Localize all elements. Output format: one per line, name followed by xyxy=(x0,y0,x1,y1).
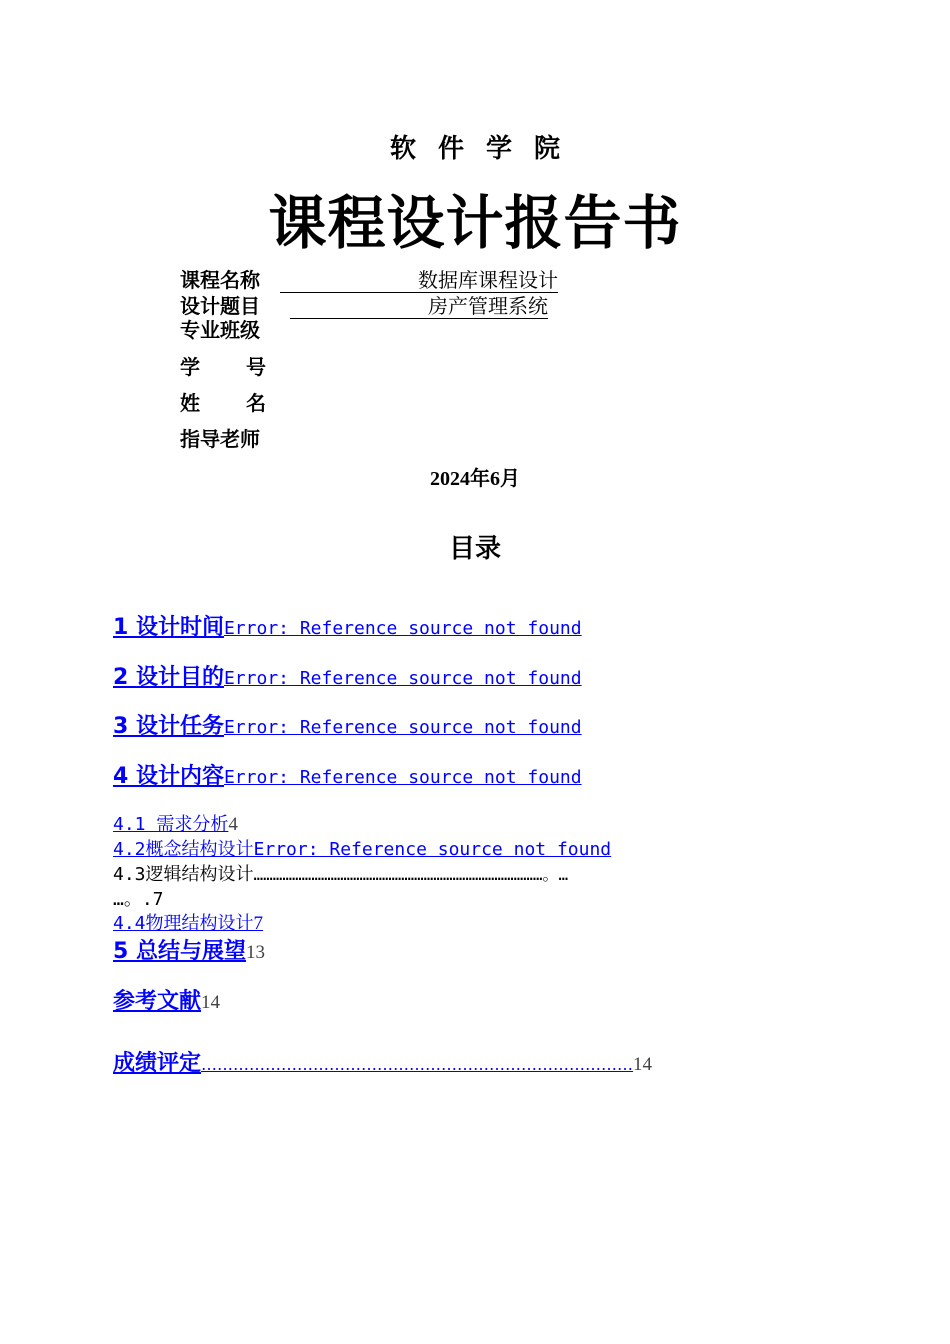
toc-entry-4-1-label[interactable]: 4.1 需求分析 xyxy=(113,814,229,835)
toc-grade-page: 14 xyxy=(633,1054,653,1075)
toc-grade-label[interactable]: 成绩评定 xyxy=(113,1051,202,1076)
report-date: 2024年6月 xyxy=(430,468,520,490)
course-name-label: 课程名称 xyxy=(180,268,260,292)
toc-entry-4-3-wrap-text: …。.7 xyxy=(113,889,164,910)
report-title: 课程设计报告书 xyxy=(268,189,682,257)
toc-entry-4-ref[interactable]: Error: Reference source not found xyxy=(223,767,582,788)
student-id-char-2: 号 xyxy=(246,355,266,379)
toc-entry-1-ref[interactable]: Error: Reference source not found xyxy=(223,618,582,639)
toc-entry-5[interactable] xyxy=(113,934,265,965)
toc-references[interactable] xyxy=(113,984,220,1015)
toc-entry-4-4[interactable] xyxy=(113,909,263,935)
school-name: 软件学院 xyxy=(389,134,582,164)
toc-title: 目录 xyxy=(448,534,501,564)
toc-entry-2-label[interactable]: 2 设计目的 xyxy=(113,665,224,690)
toc-entry-4-2[interactable] xyxy=(113,835,611,861)
toc-entry-4-4-label[interactable]: 4.4物理结构设计 xyxy=(113,913,254,934)
toc-entry-4-2-ref[interactable]: Error: Reference source not found xyxy=(253,839,612,860)
design-topic-value: 房产管理系统 xyxy=(290,294,548,319)
student-id-char-1: 学 xyxy=(180,355,200,379)
toc-entry-4-3-label: 4.3逻辑结构设计 xyxy=(113,864,254,885)
student-name-char-2: 名 xyxy=(246,391,266,415)
toc-entry-4[interactable] xyxy=(113,759,582,790)
toc-entry-2[interactable] xyxy=(113,660,582,691)
toc-entry-3-label[interactable]: 3 设计任务 xyxy=(113,714,224,739)
toc-entry-4-label[interactable]: 4 设计内容 xyxy=(113,764,224,789)
toc-grade[interactable] xyxy=(113,1046,652,1077)
toc-entry-4-4-page[interactable]: 7 xyxy=(253,913,264,934)
toc-references-page: 14 xyxy=(201,992,221,1013)
toc-entry-5-label[interactable]: 5 总结与展望 xyxy=(113,939,246,964)
major-class-row xyxy=(180,318,280,342)
design-topic-row xyxy=(180,294,548,319)
toc-entry-3[interactable] xyxy=(113,709,582,740)
student-name-label xyxy=(180,391,266,415)
student-name-char-1: 姓 xyxy=(180,391,200,415)
student-name-row xyxy=(180,391,280,415)
toc-entry-4-2-label[interactable]: 4.2概念结构设计 xyxy=(113,839,254,860)
toc-references-label[interactable]: 参考文献 xyxy=(113,989,202,1014)
student-id-row xyxy=(180,355,280,379)
toc-entry-1[interactable] xyxy=(113,610,582,641)
toc-entry-3-ref[interactable]: Error: Reference source not found xyxy=(223,717,582,738)
toc-entry-4-3 xyxy=(113,860,568,886)
major-class-label: 专业班级 xyxy=(180,318,260,342)
toc-entry-1-label[interactable]: 1 设计时间 xyxy=(113,615,224,640)
toc-entry-2-ref[interactable]: Error: Reference source not found xyxy=(223,668,582,689)
advisor-row xyxy=(180,427,280,451)
design-topic-label: 设计题目 xyxy=(180,294,260,318)
toc-entry-4-3-wrap xyxy=(113,885,164,911)
toc-entry-5-page: 13 xyxy=(245,942,265,963)
student-id-label xyxy=(180,355,266,379)
toc-grade-dots[interactable]: ……………………………………………………………………… xyxy=(201,1055,634,1074)
advisor-label: 指导老师 xyxy=(180,427,260,451)
toc-entry-4-1-page: 4 xyxy=(228,814,238,835)
course-name-value: 数据库课程设计 xyxy=(280,268,558,293)
course-name-row xyxy=(180,268,558,293)
toc-entry-4-3-dots: ………………………………………………………………………………。… xyxy=(253,865,569,884)
toc-entry-4-1[interactable] xyxy=(113,810,238,836)
